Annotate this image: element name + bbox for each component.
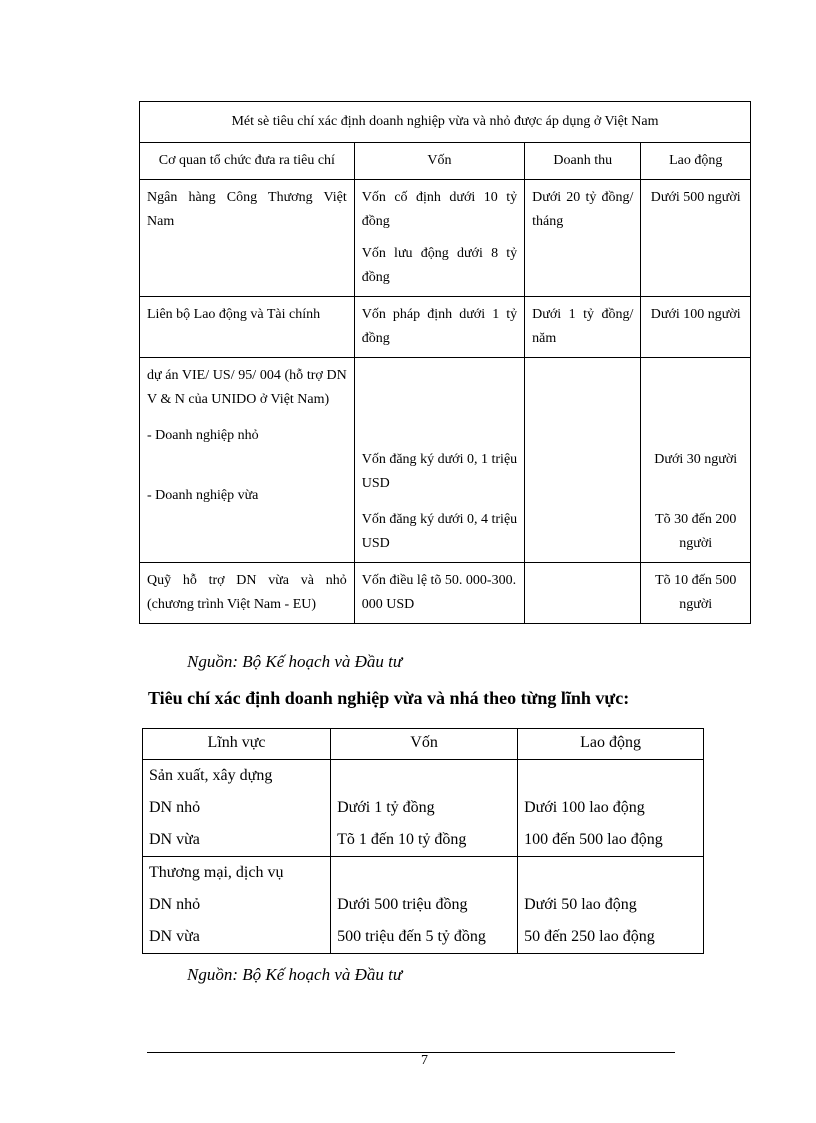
- row-labor: Dưới 500 người: [641, 180, 751, 297]
- medium-labor: 50 đến 250 lao động: [524, 928, 655, 945]
- row-organization: Quỹ hỗ trợ DN vừa và nhỏ (chương trình Việt Nam - EU): [140, 563, 355, 624]
- labor-cell: [518, 857, 704, 954]
- capital-fixed: Vốn cố định dưới 10 tỷ đồng: [361, 190, 518, 229]
- section-heading: Tiêu chí xác định doanh nghiệp vừa và nhá theo từng lĩnh vực:: [148, 688, 630, 708]
- row-organization: [140, 358, 355, 563]
- sector-name: Thương mại, dịch vụ: [149, 864, 284, 881]
- labor-cell: [518, 760, 704, 857]
- medium-label: DN vừa: [149, 928, 200, 945]
- footer-divider: [147, 1052, 675, 1053]
- medium-label: DN vừa: [149, 831, 200, 848]
- row-organization: Ngân hàng Công Thương Việt Nam: [140, 180, 355, 297]
- row-labor: [641, 358, 751, 563]
- row-revenue: [525, 358, 641, 563]
- capital-cell: [331, 760, 518, 857]
- row-capital: Vốn pháp định dưới 1 tỷ đồng: [354, 297, 524, 358]
- row-organization: Liên bộ Lao động và Tài chính: [140, 297, 355, 358]
- source-note: Nguồn: Bộ Kế hoạch và Đầu tư: [187, 652, 403, 671]
- small-labor: Dưới 100 lao động: [524, 799, 645, 816]
- source-note: Nguồn: Bộ Kế hoạch và Đầu tư: [187, 965, 403, 984]
- sector-cell: [143, 857, 331, 954]
- header-labor: Lao động: [518, 729, 704, 760]
- table-row: [143, 857, 704, 954]
- sector-cell: [143, 760, 331, 857]
- capital-cell: [331, 857, 518, 954]
- table-caption: Mét sè tiêu chí xác định doanh nghiệp vừa và nhỏ được áp dụng ở Việt Nam: [140, 102, 751, 143]
- row-labor: Dưới 100 người: [641, 297, 751, 358]
- sector-name: Sản xuất, xây dựng: [149, 767, 273, 784]
- small-capital: Dưới 1 tỷ đồng: [337, 799, 435, 816]
- small-label: DN nhỏ: [149, 799, 201, 816]
- header-revenue: Doanh thu: [525, 143, 641, 180]
- header-sector: Lĩnh vực: [143, 729, 331, 760]
- table-row: [143, 760, 704, 857]
- small-capital: Vốn đăng ký dưới 0, 1 triệu USD: [361, 452, 518, 491]
- medium-enterprise-label: - Doanh nghiệp vừa: [147, 488, 259, 503]
- capital-working: Vốn lưu động dưới 8 tỷ đồng: [361, 246, 518, 285]
- medium-capital: Tõ 1 đến 10 tỷ đồng: [337, 831, 467, 848]
- row-capital: [354, 358, 524, 563]
- header-organization: Cơ quan tổ chức đưa ra tiêu chí: [140, 143, 355, 180]
- row-labor: Tõ 10 đến 500 người: [641, 563, 751, 624]
- small-labor: Dưới 50 lao động: [524, 896, 637, 913]
- table-header-row: [143, 729, 704, 760]
- row-revenue: Dưới 20 tỷ đồng/ tháng: [525, 180, 641, 297]
- criteria-by-sector-table: [142, 728, 704, 954]
- criteria-table-vietnam: [139, 101, 751, 624]
- small-enterprise-label: - Doanh nghiệp nhỏ: [147, 428, 259, 443]
- header-capital: Vốn: [331, 729, 518, 760]
- medium-capital: Vốn đăng ký dưới 0, 4 triệu USD: [361, 512, 518, 551]
- table-row: [140, 180, 751, 297]
- table-row: [140, 358, 751, 563]
- row-revenue: Dưới 1 tỷ đồng/ năm: [525, 297, 641, 358]
- medium-capital: 500 triệu đến 5 tỷ đồng: [337, 928, 486, 945]
- page-number: 7: [421, 1053, 428, 1068]
- row-revenue: [525, 563, 641, 624]
- small-capital: Dưới 500 triệu đồng: [337, 896, 468, 913]
- row-capital: [354, 180, 524, 297]
- header-capital: Vốn: [354, 143, 524, 180]
- project-name: dự án VIE/ US/ 95/ 004 (hỗ trợ DN V & N của UNIDO ở Việt Nam): [147, 368, 347, 407]
- row-capital: Vốn điều lệ tõ 50. 000-300. 000 USD: [354, 563, 524, 624]
- medium-labor: 100 đến 500 lao động: [524, 831, 663, 848]
- table-header-row: [140, 143, 751, 180]
- table-row: [140, 297, 751, 358]
- medium-labor: Tõ 30 đến 200 người: [655, 512, 737, 551]
- header-labor: Lao động: [641, 143, 751, 180]
- small-label: DN nhỏ: [149, 896, 201, 913]
- small-labor: Dưới 30 người: [654, 452, 738, 467]
- table-row: [140, 563, 751, 624]
